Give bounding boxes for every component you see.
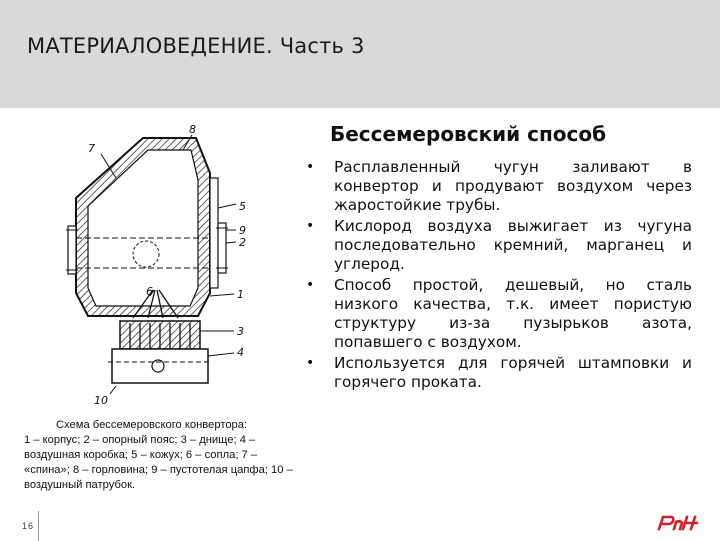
bullet-marker: • <box>306 159 315 175</box>
caption-body: 1 – корпус; 2 – опорный пояс; 3 – днище; 4 – воздушная коробка; 5 – кожух; 6 – сопла; 7 – «спина»; 8 – горловина; 9 – пустотелая цапфа; 10 – воздушный патрубок. <box>24 434 293 491</box>
label-3: 3 <box>237 325 244 338</box>
rzd-logo <box>655 514 701 532</box>
bullet-marker: • <box>306 355 315 371</box>
bullet-marker: • <box>306 218 315 234</box>
figure-caption <box>24 418 296 493</box>
bullet-list <box>300 158 692 394</box>
support-belt-right <box>218 223 226 273</box>
bullet-marker: • <box>306 277 315 293</box>
caption-title: Схема бессемеровского конвертора: <box>56 419 248 431</box>
bullet-text: Кислород воздуха выжигает из чугуна последовательно кремний, марганец и углерод. <box>334 217 692 273</box>
label-8: 8 <box>189 123 196 136</box>
bullet-text: Используется для горячей штамповки и горячего проката. <box>334 354 692 391</box>
page-number: 16 <box>22 521 35 531</box>
course-title: МАТЕРИАЛОВЕДЕНИЕ. Часть 3 <box>27 34 365 58</box>
label-5: 5 <box>239 200 246 213</box>
bullet-item-3 <box>300 276 692 352</box>
converter-diagram <box>48 118 278 413</box>
page-divider <box>38 511 39 541</box>
bullet-item-1 <box>300 158 692 215</box>
label-4: 4 <box>237 346 244 359</box>
label-10: 10 <box>94 394 108 407</box>
slide-title: Бессемеровский способ <box>330 122 607 146</box>
label-2: 2 <box>239 236 246 249</box>
bullet-item-2 <box>300 217 692 274</box>
bullet-item-4 <box>300 354 692 392</box>
label-7: 7 <box>88 142 95 155</box>
support-belt-left <box>68 226 76 274</box>
bullet-text: Расплавленный чугун заливают в конвертор и продувают воздухом через жаростойкие трубы. <box>334 158 692 214</box>
slide-header <box>0 0 720 108</box>
label-9: 9 <box>239 224 246 237</box>
casing <box>210 178 218 288</box>
trunnion <box>133 241 159 267</box>
bullet-text: Способ простой, дешевый, но сталь низкого качества, т.к. имеет пористую структуру из-за пузырьков азота, попавшего с воздухом. <box>334 276 692 351</box>
label-1: 1 <box>237 288 244 301</box>
label-6: 6 <box>146 285 153 298</box>
